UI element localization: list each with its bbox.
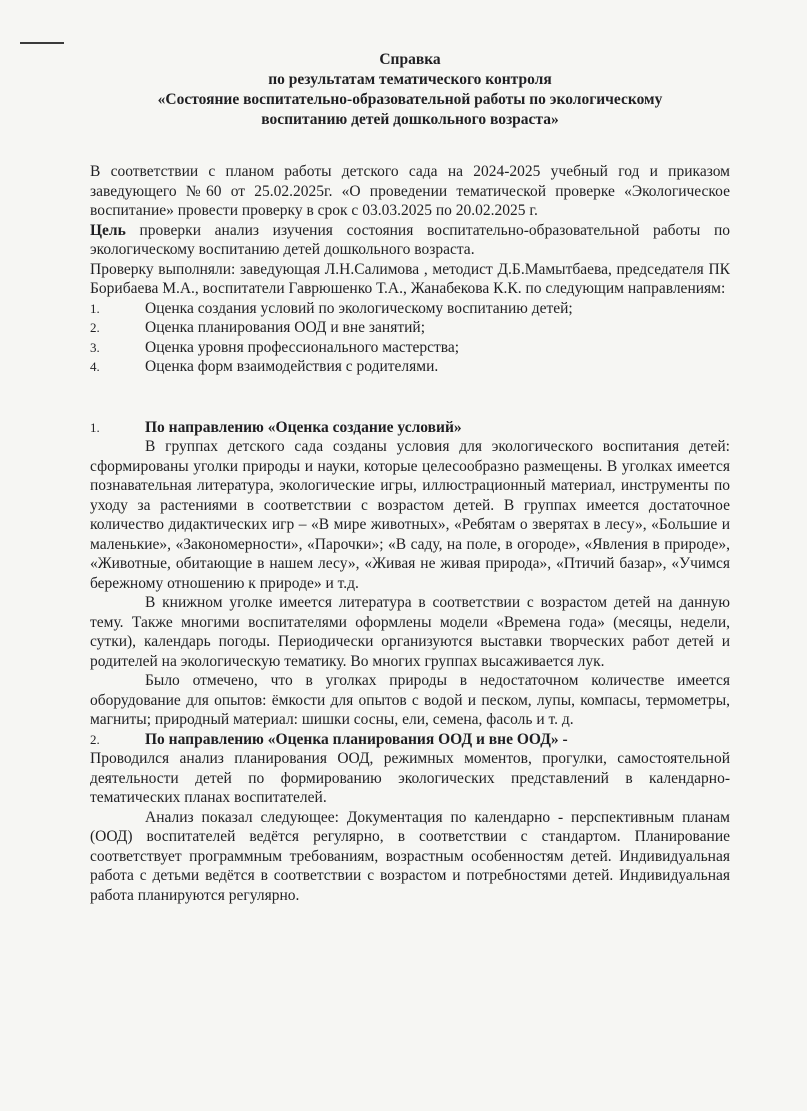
list-item-number: 4. xyxy=(90,359,100,374)
list-item xyxy=(90,318,730,338)
section-1-title: По направлению «Оценка создание условий» xyxy=(145,418,462,436)
title-line-4: воспитанию детей дошкольного возраста» xyxy=(261,111,559,128)
title-line-2: по результатам тематического контроля xyxy=(268,71,552,88)
section-1-number: 1. xyxy=(90,419,100,435)
section-1-paragraph-2: В книжном уголке имеется литература в соответствии с возрастом детей на данную тему. Также многими воспитателями оформлены модели «Времена года» (месяцы, недели, сутки), календарь погоды. Периодически организуются выставки творческих работ детей и родителей на экологическую тематику. Во многих группах высаживается лук. xyxy=(90,594,730,670)
title-line-1: Справка xyxy=(379,51,441,68)
list-item-number: 2. xyxy=(90,320,100,335)
list-item-text: Оценка форм взаимодействия с родителями. xyxy=(145,358,439,375)
section-2-number: 2. xyxy=(90,731,100,747)
list-item xyxy=(90,338,730,358)
list-item-text: Оценка создания условий по экологическому воспитанию детей; xyxy=(145,299,573,317)
intro-paragraph: В соответствии с планом работы детского сада на 2024-2025 учебный год и приказом заведующего №60 от 25.02.2025г. «О проведении тематической проверке «Экологическое воспитание» провести проверку в срок с 03.03.2025 по 20.02.2025 г. xyxy=(90,163,730,219)
list-item-text: Оценка уровня профессионального мастерства; xyxy=(145,338,460,356)
corner-scan-mark xyxy=(20,42,64,44)
section-2-paragraph-2: Анализ показал следующее: Документация по календарно - перспективным планам (ООД) воспитателей ведётся регулярно, в соответствии с стандартом. Планирование соответствует программным требованиям, возрастным особенностям детей. Индивидуальная работа с детьми ведётся в соответствии с возрастом и потребностями детей. Индивидуальная работа планируются регулярно. xyxy=(90,808,730,904)
goal-text: проверки анализ изучения состояния воспитательно-образовательной работы по экологическому воспитанию детей дошкольного возраста. xyxy=(90,221,730,258)
section-2-title: По направлению «Оценка планирования ООД и вне ООД» - xyxy=(145,730,568,748)
section-2-paragraph-1: Проводился анализ планирования ООД, режимных моментов, прогулки, самостоятельной деятельности детей по формированию экологических представлений в календарно-тематических планах воспитателей. xyxy=(90,750,730,806)
inspectors-paragraph: Проверку выполняли: заведующая Л.Н.Салимова , методист Д.Б.Мамытбаева, председателя ПК Борибаева М.А., воспитатели Гаврюшенко Т.А., Жанабекова К.К. по следующим направлениям: xyxy=(90,260,730,297)
document-page xyxy=(90,50,730,905)
section-1-paragraph-3: Было отмечено, что в уголках природы в недостаточном количестве имеется оборудование для опытов: ёмкости для опытов с водой и песком, лупы, компасы, термометры, магниты; природный материал: шишки сосны, ели, семена, фасоль и т. д. xyxy=(90,672,730,728)
title-line-3: «Состояние воспитательно-образовательной работы по экологическому xyxy=(157,91,663,108)
section-2-heading xyxy=(90,730,730,750)
goal-label: Цель xyxy=(90,221,126,239)
list-item-number: 1. xyxy=(90,300,100,316)
list-item xyxy=(90,357,730,377)
document-title xyxy=(90,50,730,130)
list-item-text: Оценка планирования ООД и вне занятий; xyxy=(145,319,425,336)
section-1-heading xyxy=(90,418,730,438)
list-item-number: 3. xyxy=(90,339,100,355)
section-1-paragraph-1: В группах детского сада созданы условия для экологического воспитания детей: сформированы уголки природы и науки, которые целесообразно размещены. В уголках имеется познавательная литература, экологические игры, иллюстрационный материал, инструменты по уходу за растениями в соответствии с возрастом детей. В группах имеется достаточное количество дидактических игр – «В мире животных», «Ребятам о зверятах в лесу», «Большие и маленькие», «Закономерности», «Парочки»; «В саду, на поле, в огороде», «Явления в природе», «Животные, обитающие в нашем лесу», «Живая не живая природа», «Птичий базар», «Учимся бережному отношению к природе» и т.д. xyxy=(90,438,730,592)
list-item xyxy=(90,299,730,319)
goal-paragraph xyxy=(90,221,730,260)
directions-list xyxy=(90,299,730,377)
